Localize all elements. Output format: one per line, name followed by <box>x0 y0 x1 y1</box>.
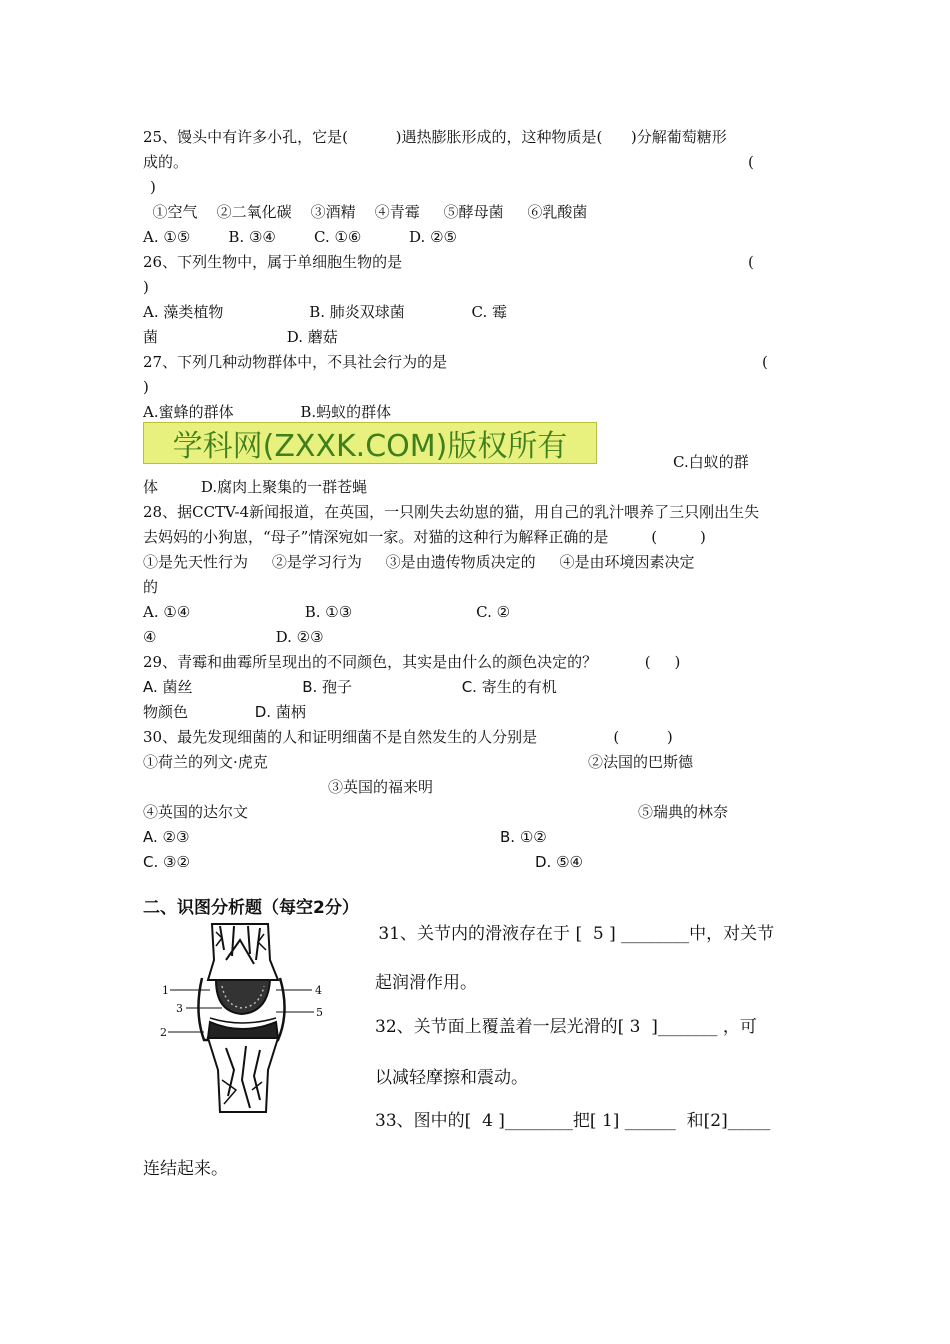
q26-stem: 26、下列生物中，属于单细胞生物的是 <box>143 253 403 271</box>
q30-option-b: B. ①② <box>500 828 547 846</box>
joint-cavity <box>210 1018 276 1023</box>
q25-answer-paren-close: ) <box>150 178 156 196</box>
q30-stem: 30、最先发现细菌的人和证明细菌不是自然发生的人分别是 ( ) <box>143 728 673 746</box>
q25-stem-line2: 成的。 <box>143 153 189 171</box>
q25-items: ①空气 ②二氧化碳 ③酒精 ④青霉 ⑤酵母菌 ⑥乳酸菌 <box>143 203 588 221</box>
knee-joint-figure <box>150 920 340 1115</box>
q32-line1: 32、关节面上覆盖着一层光滑的[ 3 ]_______ ，可 <box>375 1017 757 1037</box>
q27-options-line1: A.蜜蜂的群体 B.蚂蚁的群体 <box>143 403 392 421</box>
q28-line6: ④ D. ②③ <box>143 628 324 646</box>
q28-line1: 28、据CCTV-4新闻报道，在英国，一只刚失去幼崽的猫，用自己的乳汁喂养了三只刚出生失 <box>143 503 760 521</box>
q26-answer-paren-open: ( <box>748 253 754 271</box>
q26-options-line1: A. 藻类植物 B. 肺炎双球菌 C. 霉 <box>143 303 507 321</box>
section2-title: 二、识图分析题（每空2分） <box>143 898 359 918</box>
q31-line2: 起润滑作用。 <box>375 973 477 993</box>
q30-option-d: D. ⑤④ <box>535 853 583 871</box>
q28-line2: 去妈妈的小狗崽，“母子”情深宛如一家。对猫的这种行为解释正确的是 ( ) <box>143 528 706 546</box>
q27-answer-paren-open: ( <box>762 353 768 371</box>
joint-socket <box>208 1022 278 1038</box>
q26-options-line2: 菌 D. 蘑菇 <box>143 328 338 346</box>
upper-bone <box>208 924 278 980</box>
q29-options-line2: 物颜色 D. 菌柄 <box>143 703 306 721</box>
q31-line1: 31、关节内的滑液存在于 [ 5 ] ________中，对关节 <box>373 924 775 944</box>
label-2: 2 <box>160 1026 167 1039</box>
q27-answer-paren-close: ) <box>143 378 149 396</box>
lower-bone <box>208 1038 278 1112</box>
q30-item-4: ④英国的达尔文 <box>143 803 249 821</box>
q30-item-5: ⑤瑞典的林奈 <box>638 803 729 821</box>
joint-head <box>216 980 270 1014</box>
q29-stem: 29、青霉和曲霉所呈现出的不同颜色，其实是由什么的颜色决定的？ ( ) <box>143 653 681 671</box>
label-4: 4 <box>315 984 322 997</box>
q33-line1: 33、图中的[ 4 ]________把[ 1] ______ 和[2]_____ <box>375 1111 771 1131</box>
q30-option-c: C. ③② <box>143 853 190 871</box>
label-5: 5 <box>316 1006 323 1019</box>
q30-item-2: ②法国的巴斯德 <box>588 753 694 771</box>
q26-answer-paren-close: ) <box>143 278 149 296</box>
q28-line5: A. ①④ B. ①③ C. ② <box>143 603 511 621</box>
q29-options-line1: A. 菌丝 B. 孢子 C. 寄生的有机 <box>143 678 557 696</box>
label-3: 3 <box>176 1002 183 1015</box>
label-1: 1 <box>162 984 169 997</box>
q28-line4: 的 <box>143 578 159 596</box>
q25-stem-line1: 25、馒头中有许多小孔，它是( )遇热膨胀形成的，这种物质是( )分解葡萄糖形 <box>143 128 727 146</box>
q27-options-line3: 体 D.腐肉上聚集的一群苍蝇 <box>143 478 368 496</box>
watermark-banner <box>143 422 597 464</box>
q25-answer-paren-open: ( <box>748 153 754 171</box>
q30-option-a: A. ②③ <box>143 828 190 846</box>
q27-option-c: C.白蚁的群 <box>673 453 749 471</box>
q33-line2: 连结起来。 <box>143 1159 228 1179</box>
q30-item-1: ①荷兰的列文·虎克 <box>143 753 268 771</box>
q32-line2: 以减轻摩擦和震动。 <box>375 1068 528 1088</box>
q25-options: A. ①⑤ B. ③④ C. ①⑥ D. ②⑤ <box>143 228 457 246</box>
q30-item-3: ③英国的福来明 <box>328 778 434 796</box>
q27-stem: 27、下列几种动物群体中，不具社会行为的是 <box>143 353 448 371</box>
watermark-text: 学科网(ZXXK.COM)版权所有 <box>172 429 568 464</box>
q28-line3: ①是先天性行为 ②是学习行为 ③是由遗传物质决定的 ④是由环境因素决定 <box>143 553 695 571</box>
